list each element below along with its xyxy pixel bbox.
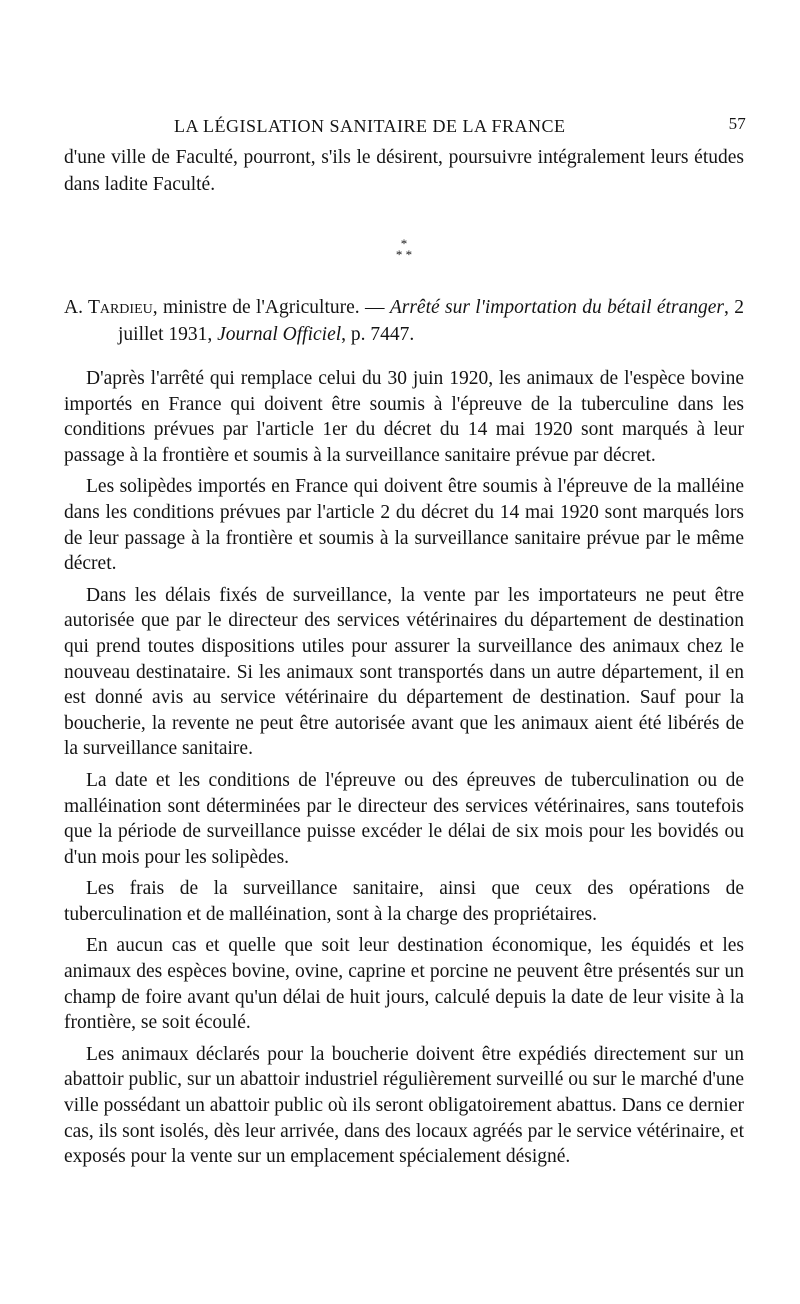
document-page — [64, 108, 744, 1170]
body-paragraph: Dans les délais fixés de surveillance, la vente par les importateurs ne peut être autorisée que par le directeur des services vétérinaires du département de destination qui prend toutes dispositions utiles pour assurer la surveillance des animaux chez le nouveau destinataire. Si les animaux sont transportés dans un autre département, il en est donné avis au service vétérinaire du département de destination. Sauf pour la boucherie, la revente ne peut être autorisée avant que les animaux aient été libérés de la surveillance sanitaire. — [64, 584, 744, 760]
body-paragraph: La date et les conditions de l'épreuve ou des épreuves de tuberculination ou de malléination sont déterminées par le directeur des services vétérinaires, sans toutefois que la période de surveillance puisse excéder le délai de six mois pour les bovidés ou d'un mois pour les solipèdes. — [64, 769, 744, 868]
body-paragraph: D'après l'arrêté qui remplace celui du 30 juin 1920, les animaux de l'espèce bovine importés en France qui doivent être soumis à l'épreuve de la tuberculine dans les conditions prévues par l'article 1er du décret du 14 mai 1920 sont marqués à leur passage à la frontière et soumis à la surveillance sanitaire prévue par décret. — [64, 368, 744, 466]
body-paragraph: Les solipèdes importés en France qui doivent être soumis à l'épreuve de la malléine dans les conditions prévues par l'article 2 du décret du 14 mai 1920 sont marqués lors de leur passage à la frontière et soumis à la surveillance sanitaire prévue par le même décret. — [64, 476, 744, 575]
body-paragraph: Les frais de la surveillance sanitaire, ainsi que ceux des opérations de tuberculination et de malléination, sont à la charge des propriétaires. — [64, 878, 744, 925]
decree-author: A. Tardieu — [64, 297, 153, 318]
separator-bottom-stars: * * — [395, 247, 413, 262]
section-separator — [64, 238, 744, 260]
decree-title: Arrêté sur l'importation du bétail étranger — [389, 297, 725, 318]
decree-reference — [64, 294, 744, 348]
running-header — [64, 108, 744, 138]
body-paragraph: En aucun cas et quelle que soit leur destination économique, les équidés et les animaux des espèces bovine, ovine, caprine et porcine ne peuvent être présentés sur un champ de foire avant qu'un délai de huit jours, calculé depuis la date de leur visite à la frontière, se soit écoulé. — [64, 935, 744, 1034]
body-paragraph: Les animaux déclarés pour la boucherie doivent être expédiés directement sur un abattoir public, sur un abattoir industriel régulièrement surveillé ou sur le marché d'une ville possédant un abattoir public où ils seront obligatoirement abattus. Dans ce dernier cas, ils sont isolés, dès leur arrivée, dans des locaux agréés par le service vétérinaire, et exposés pour la vente sur un emplacement spécialement désigné. — [64, 1043, 744, 1168]
continuation-paragraph: d'une ville de Faculté, pourront, s'ils le désirent, poursuivre intégralement leurs études dans ladite Faculté. — [64, 147, 744, 195]
page-number: 57 — [728, 114, 746, 133]
decree-date: , 2 juillet 1931, — [118, 297, 744, 345]
running-title: LA LÉGISLATION SANITAIRE DE LA FRANCE — [174, 116, 566, 136]
body-text — [64, 366, 744, 1170]
decree-journal: Journal Officiel — [217, 324, 342, 345]
decree-role: , ministre de l'Agriculture. — — [152, 297, 390, 318]
separator-top-star: * — [400, 236, 408, 251]
decree-page: , p. 7447. — [341, 324, 415, 345]
